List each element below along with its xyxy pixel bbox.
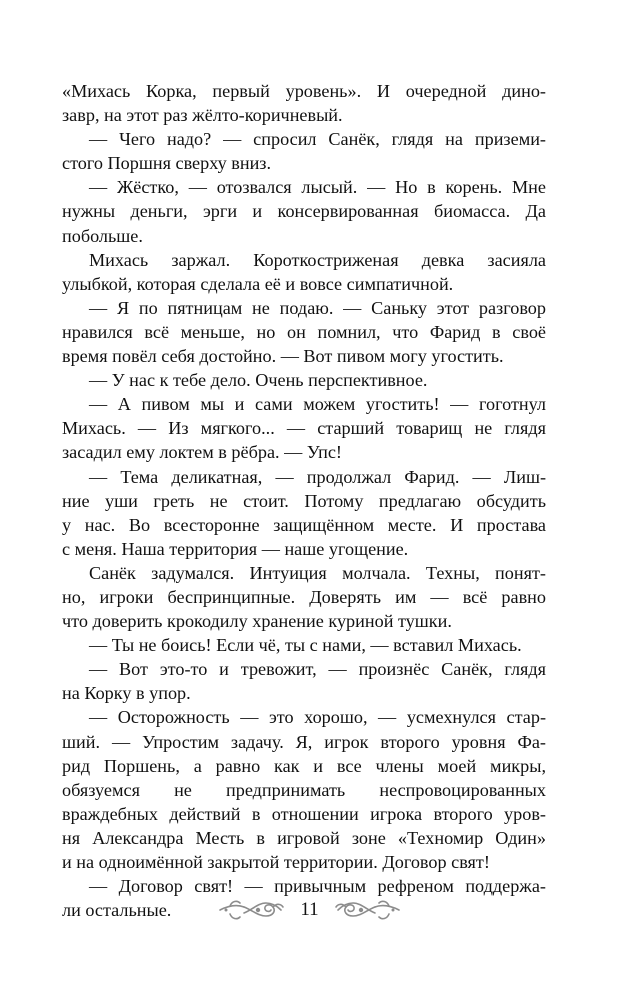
text-line: Санёк задумался. Интуиция молчала. Техны, понят- <box>89 562 546 583</box>
text-line: — Жёстко, — отозвался лысый. — Но в корень. Мне <box>89 177 546 198</box>
text-line: ший. — Упростим задачу. Я, игрок второго уровня Фа- <box>62 731 546 752</box>
page-number: 11 <box>300 899 319 920</box>
text-line: и на одноимённой закрытой территории. Договор свят! <box>62 852 490 872</box>
text-line: у нас. Во всесторонне защищённом месте. И простава <box>62 514 546 535</box>
text-line: — Тема деликатная, — продолжал Фарид. — Лиш- <box>89 466 546 487</box>
text-line: ние уши греть не стоит. Потому предлагаю обсудить <box>62 490 546 511</box>
text-line: улыбкой, которая сделала её и вовсе симпатичной. <box>62 273 454 294</box>
text-line: рид Поршень, а равно как и все члены моей микры, <box>62 755 546 776</box>
scroll-ornament-icon <box>333 895 401 925</box>
text-line: — У нас к тебе дело. Очень перспективное. <box>89 370 428 391</box>
text-line: «Михась Корка, первый уровень». И очередной дино- <box>62 81 546 101</box>
text-line: нравился всё меньше, но он помнил, что Фарид в своё <box>62 321 546 342</box>
text-line: Михась заржал. Короткостриженая девка засияла <box>89 249 546 270</box>
text-line: на Корку в упор. <box>62 683 191 704</box>
text-line: ли остальные. <box>62 900 172 921</box>
text-line: что доверить крокодилу хранение куриной тушки. <box>62 611 452 632</box>
text-line: — Договор свят! — привычным рефреном поддержа- <box>89 876 546 897</box>
page-body <box>62 79 546 922</box>
text-line: засадил ему локтем в рёбра. — Упс! <box>62 442 342 463</box>
text-line: — Вот это-то и тревожит, — произнёс Санёк, глядя <box>89 659 546 680</box>
text-line: — Я по пятницам не подаю. — Саньку этот разговор <box>89 297 546 318</box>
text-line: обязуемся не предпринимать неспровоцированных <box>62 779 546 800</box>
text-line: — А пивом мы и сами можем угостить! — гоготнул <box>89 394 546 415</box>
text-line: враждебных действий в отношении игрока второго уров- <box>62 803 546 824</box>
text-line: ня Александра Месть в игровой зоне «Техномир Один» <box>62 827 546 848</box>
text-line: — Осторожность — это хорошо, — усмехнулся стар- <box>89 707 546 728</box>
text-line: с меня. Наша территория — наше угощение. <box>62 538 409 559</box>
text-line: — Ты не боись! Если чё, ты с нами, — вставил Михась. <box>89 635 522 656</box>
text-line: нужны деньги, эрги и консервированная биомасса. Да <box>62 201 546 222</box>
text-line: побольше. <box>62 225 143 246</box>
text-line: но, игроки беспринципные. Доверять им — всё равно <box>62 586 546 607</box>
scroll-ornament-icon <box>218 895 286 925</box>
page-footer <box>0 893 619 927</box>
text-line: Михась. — Из мягкого... — старший товарищ не глядя <box>62 418 546 439</box>
text-line: завр, на этот раз жёлто-коричневый. <box>62 105 343 126</box>
text-line: — Чего надо? — спросил Санёк, глядя на приземи- <box>89 129 546 150</box>
text-line: стого Поршня сверху вниз. <box>62 153 272 174</box>
text-line: время повёл себя достойно. — Вот пивом могу угостить. <box>62 346 504 367</box>
